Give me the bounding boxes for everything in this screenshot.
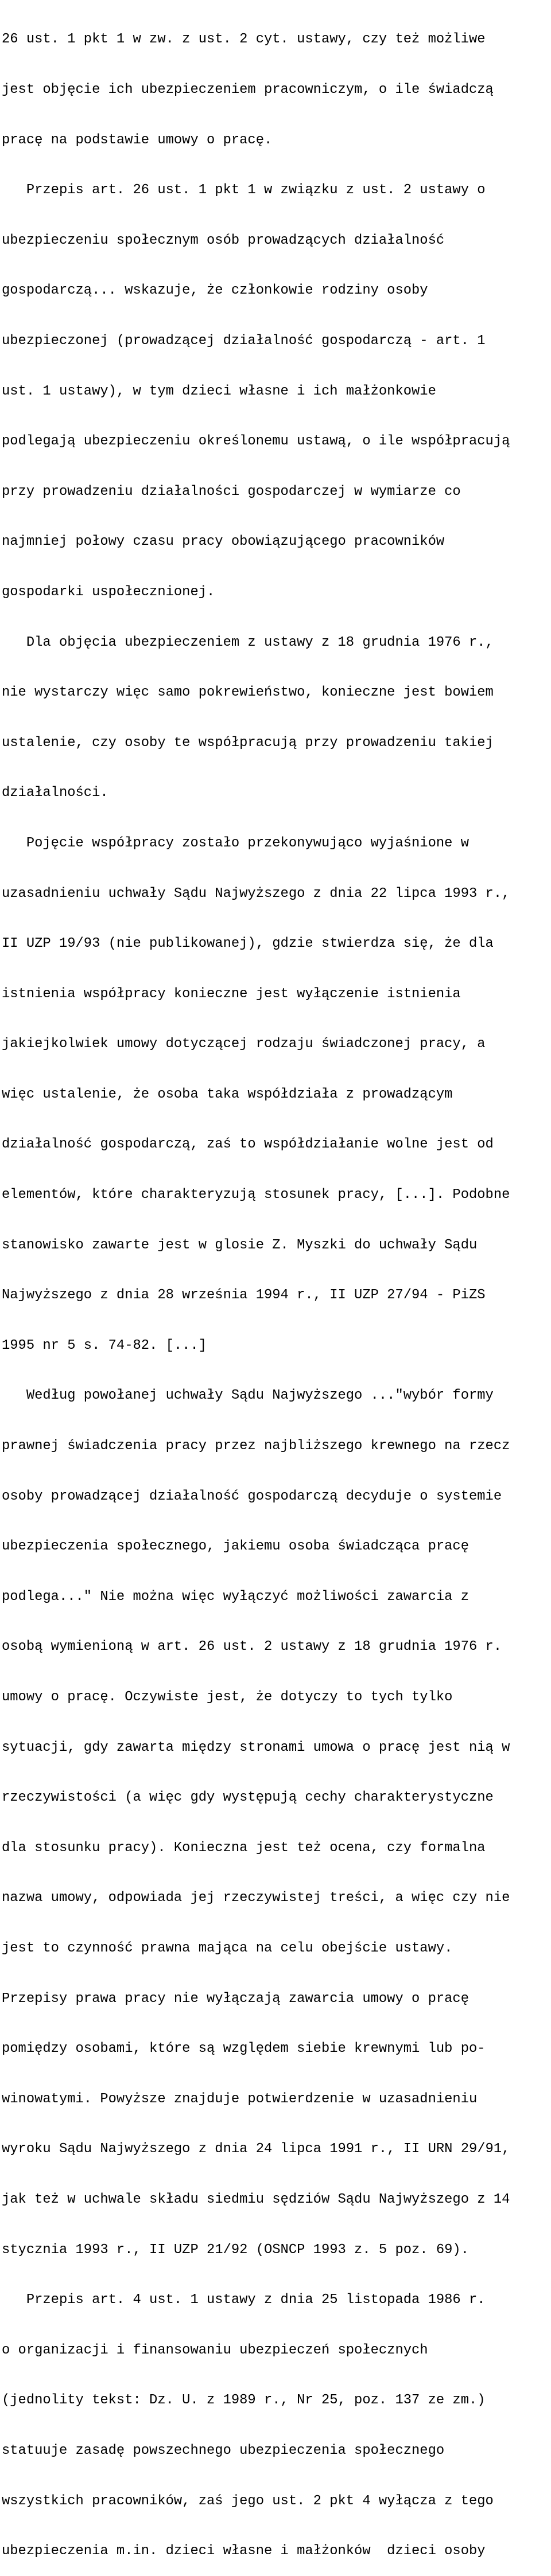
text-line: pracę na podstawie umowy o pracę.: [2, 132, 273, 148]
text-line: wyroku Sądu Najwyższego z dnia 24 lipca 1991 r., II URN 29/91,: [2, 2141, 510, 2157]
text-line: elementów, które charakteryzują stosunek pracy, [...]. Podobne: [2, 1187, 510, 1203]
text-line: ubezpieczenia społecznego, jakiemu osoba świadcząca pracę: [2, 1539, 469, 1555]
document-page: [2, 0, 551, 2576]
text-line: 26 ust. 1 pkt 1 w zw. z ust. 2 cyt. ustawy, czy też możliwe: [2, 32, 486, 48]
text-line: Przepis art. 4 ust. 1 ustawy z dnia 25 listopada 1986 r.: [2, 2292, 486, 2308]
text-line: podlega..." Nie można więc wyłączyć możliwości zawarcia z: [2, 1588, 469, 1605]
text-line: dla stosunku pracy). Konieczna jest też ocena, czy formalna: [2, 1840, 486, 1856]
text-line: statuuje zasadę powszechnego ubezpieczenia społecznego: [2, 2442, 445, 2458]
text-line: ubezpieczenia m.in. dzieci własne i małżonków dzieci osoby: [2, 2543, 486, 2559]
text-line: jak też w uchwale składu siedmiu sędziów Sądu Najwyższego z 14: [2, 2191, 510, 2207]
text-line: ubezpieczeniu społecznym osób prowadzących działalność: [2, 232, 445, 248]
text-line: stanowisko zawarte jest w glosie Z. Myszki do uchwały Sądu: [2, 1237, 478, 1253]
text-line: więc ustalenie, że osoba taka współdziała z prowadzącym: [2, 1086, 453, 1102]
text-line: wszystkich pracowników, zaś jego ust. 2 pkt 4 wyłącza z tego: [2, 2493, 494, 2509]
text-line: osoby prowadzącej działalność gospodarczą decyduje o systemie: [2, 1488, 502, 1504]
text-line: istnienia współpracy konieczne jest wyłączenie istnienia: [2, 986, 461, 1002]
text-line: podlegają ubezpieczeniu określonemu ustawą, o ile współpracują: [2, 434, 510, 450]
text-line: Najwyższego z dnia 28 września 1994 r., II UZP 27/94 - PiZS: [2, 1287, 486, 1303]
text-line: prawnej świadczenia pracy przez najbliższego krewnego na rzecz: [2, 1438, 510, 1454]
text-line: osobą wymienioną w art. 26 ust. 2 ustawy z 18 grudnia 1976 r.: [2, 1639, 502, 1655]
text-line: nazwa umowy, odpowiada jej rzeczywistej treści, a więc czy nie: [2, 1890, 510, 1906]
text-line: ustalenie, czy osoby te współpracują przy prowadzeniu takiej: [2, 735, 494, 751]
text-line: przy prowadzeniu działalności gospodarczej w wymiarze co: [2, 483, 461, 499]
text-line: Przepisy prawa pracy nie wyłączają zawarcia umowy o pracę: [2, 1990, 469, 2007]
text-line: (jednolity tekst: Dz. U. z 1989 r., Nr 25, poz. 137 ze zm.): [2, 2392, 486, 2409]
text-line: ust. 1 ustawy), w tym dzieci własne i ich małżonkowie: [2, 383, 436, 399]
text-line: gospodarczą... wskazuje, że członkowie rodziny osoby: [2, 283, 428, 299]
text-line: 1995 nr 5 s. 74-82. [...]: [2, 1337, 207, 1353]
text-line: jakiejkolwiek umowy dotyczącej rodzaju świadczonej pracy, a: [2, 1036, 486, 1052]
text-line: jest to czynność prawna mająca na celu obejście ustawy.: [2, 1940, 453, 1956]
text-line: gospodarki uspołecznionej.: [2, 584, 215, 600]
text-line: umowy o pracę. Oczywiste jest, że dotyczy to tych tylko: [2, 1689, 453, 1705]
text-line: uzasadnieniu uchwały Sądu Najwyższego z dnia 22 lipca 1993 r.,: [2, 885, 510, 901]
text-line: o organizacji i finansowaniu ubezpieczeń społecznych: [2, 2342, 428, 2358]
text-line: Pojęcie współpracy zostało przekonywująco wyjaśnione w: [2, 835, 469, 851]
text-line: sytuacji, gdy zawarta między stronami umowa o pracę jest nią w: [2, 1739, 510, 1755]
text-line: działalność gospodarczą, zaś to współdziałanie wolne jest od: [2, 1137, 494, 1153]
text-line: nie wystarczy więc samo pokrewieństwo, konieczne jest bowiem: [2, 685, 494, 701]
text-line: działalności.: [2, 785, 108, 801]
text-line: najmniej połowy czasu pracy obowiązującego pracowników: [2, 534, 445, 550]
text-line: Przepis art. 26 ust. 1 pkt 1 w związku z ust. 2 ustawy o: [2, 182, 486, 198]
text-line: Według powołanej uchwały Sądu Najwyższego ..."wybór formy: [2, 1388, 494, 1404]
text-line: ubezpieczonej (prowadzącej działalność gospodarczą - art. 1: [2, 333, 486, 349]
text-line: pomiędzy osobami, które są względem siebie krewnymi lub po-: [2, 2041, 486, 2057]
text-line: stycznia 1993 r., II UZP 21/92 (OSNCP 1993 z. 5 poz. 69).: [2, 2242, 469, 2258]
text-line: winowatymi. Powyższe znajduje potwierdzenie w uzasadnieniu: [2, 2091, 478, 2107]
text-line: Dla objęcia ubezpieczeniem z ustawy z 18 grudnia 1976 r.,: [2, 634, 494, 650]
text-line: II UZP 19/93 (nie publikowanej), gdzie stwierdza się, że dla: [2, 936, 494, 952]
text-line: rzeczywistości (a więc gdy występują cechy charakterystyczne: [2, 1790, 494, 1806]
text-line: jest objęcie ich ubezpieczeniem pracowniczym, o ile świadczą: [2, 82, 494, 97]
